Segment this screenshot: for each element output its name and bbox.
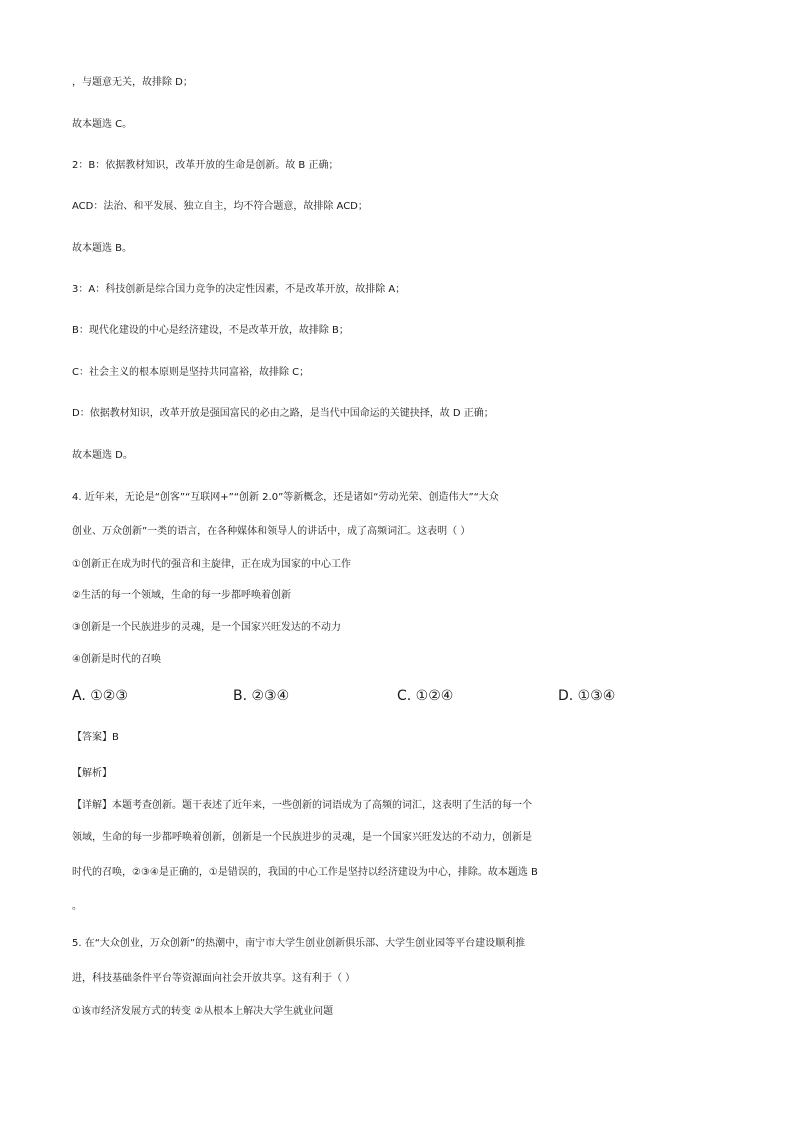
analysis-label: 【解析】 (72, 768, 112, 779)
detail-line-1 (72, 797, 732, 815)
detail-line-3: 时代的召唤，②③④是正确的，①是错误的，我国的中心工作是坚持以经济建设为中心，排除。故本题选 B (72, 867, 538, 878)
answer-label: 【答案】 (72, 732, 112, 743)
question-5-items-line: ①该市经济发展方式的转变 ②从根本上解决大学生就业问题 (72, 1006, 334, 1017)
detail-text-1: 本题考查创新。题干表述了近年来，一些创新的词语成为了高频的词汇，这表明了生活的每一个 (112, 800, 532, 811)
question-4-item-4: ④创新是时代的召唤 (72, 654, 161, 665)
detail-label: 【详解】 (72, 800, 112, 811)
explanation-line-1: ，与题意无关，故排除 D； (72, 77, 193, 88)
explanation-line-7: B：现代化建设的中心是经济建设，不是改革开放，故排除 B； (72, 325, 349, 336)
explanation-line-10: 故本题选 D。 (72, 450, 133, 461)
explanation-line-2: 故本题选 C。 (72, 119, 133, 130)
question-4-stem-line-1: 4. 近年来，无论是“创客”“互联网+”“创新 2.0”等新概念，还是诸如“劳动光荣、创造伟大”“大众 (72, 492, 499, 503)
explanation-line-9: D：依据教材知识，改革开放是强国富民的必由之路，是当代中国命运的关键抉择，故 D 正确； (72, 408, 494, 419)
explanation-line-6: 3：A：科技创新是综合国力竞争的决定性因素，不是改革开放，故排除 A； (72, 284, 406, 295)
explanation-line-8: C：社会主义的根本原则是坚持共同富裕，故排除 C； (72, 367, 310, 378)
question-4-option-c: C. ①②④ (397, 688, 454, 704)
question-4-item-1: ①创新正在成为时代的强音和主旋律，正在成为国家的中心工作 (72, 559, 351, 570)
question-4-option-b: B. ②③④ (233, 688, 290, 704)
question-5-stem-line-2: 进，科技基础条件平台等资源面向社会开放共享。这有利于（ ） (72, 973, 356, 984)
detail-line-2: 领域，生命的每一步都呼唤着创新，创新是一个民族进步的灵魂，是一个国家兴旺发达的不动力，创新是 (72, 832, 532, 843)
question-5-stem-line-1: 5. 在“大众创业，万众创新”的热潮中，南宁市大学生创业创新俱乐部、大学生创业园等平台建设顺利推 (72, 938, 526, 949)
explanation-line-3: 2：B：依据教材知识，改革开放的生命是创新。故 B 正确； (72, 160, 339, 171)
answer-line (72, 729, 732, 747)
question-4-option-d: D. ①③④ (558, 688, 616, 704)
question-4-option-a: A. ①②③ (72, 688, 128, 704)
question-4-item-3: ③创新是一个民族进步的灵魂，是一个国家兴旺发达的不动力 (72, 622, 341, 633)
detail-line-4: 。 (72, 901, 82, 912)
question-4-stem-line-2: 创业、万众创新”一类的语言，在各种媒体和领导人的讲话中，成了高频词汇。这表明（ ） (72, 526, 471, 537)
explanation-line-5: 故本题选 B。 (72, 243, 133, 254)
explanation-line-4: ACD：法治、和平发展、独立自主，均不符合题意，故排除 ACD； (72, 201, 368, 212)
answer-value: B (112, 732, 119, 743)
question-4-item-2: ②生活的每一个领域，生命的每一步都呼唤着创新 (72, 590, 291, 601)
